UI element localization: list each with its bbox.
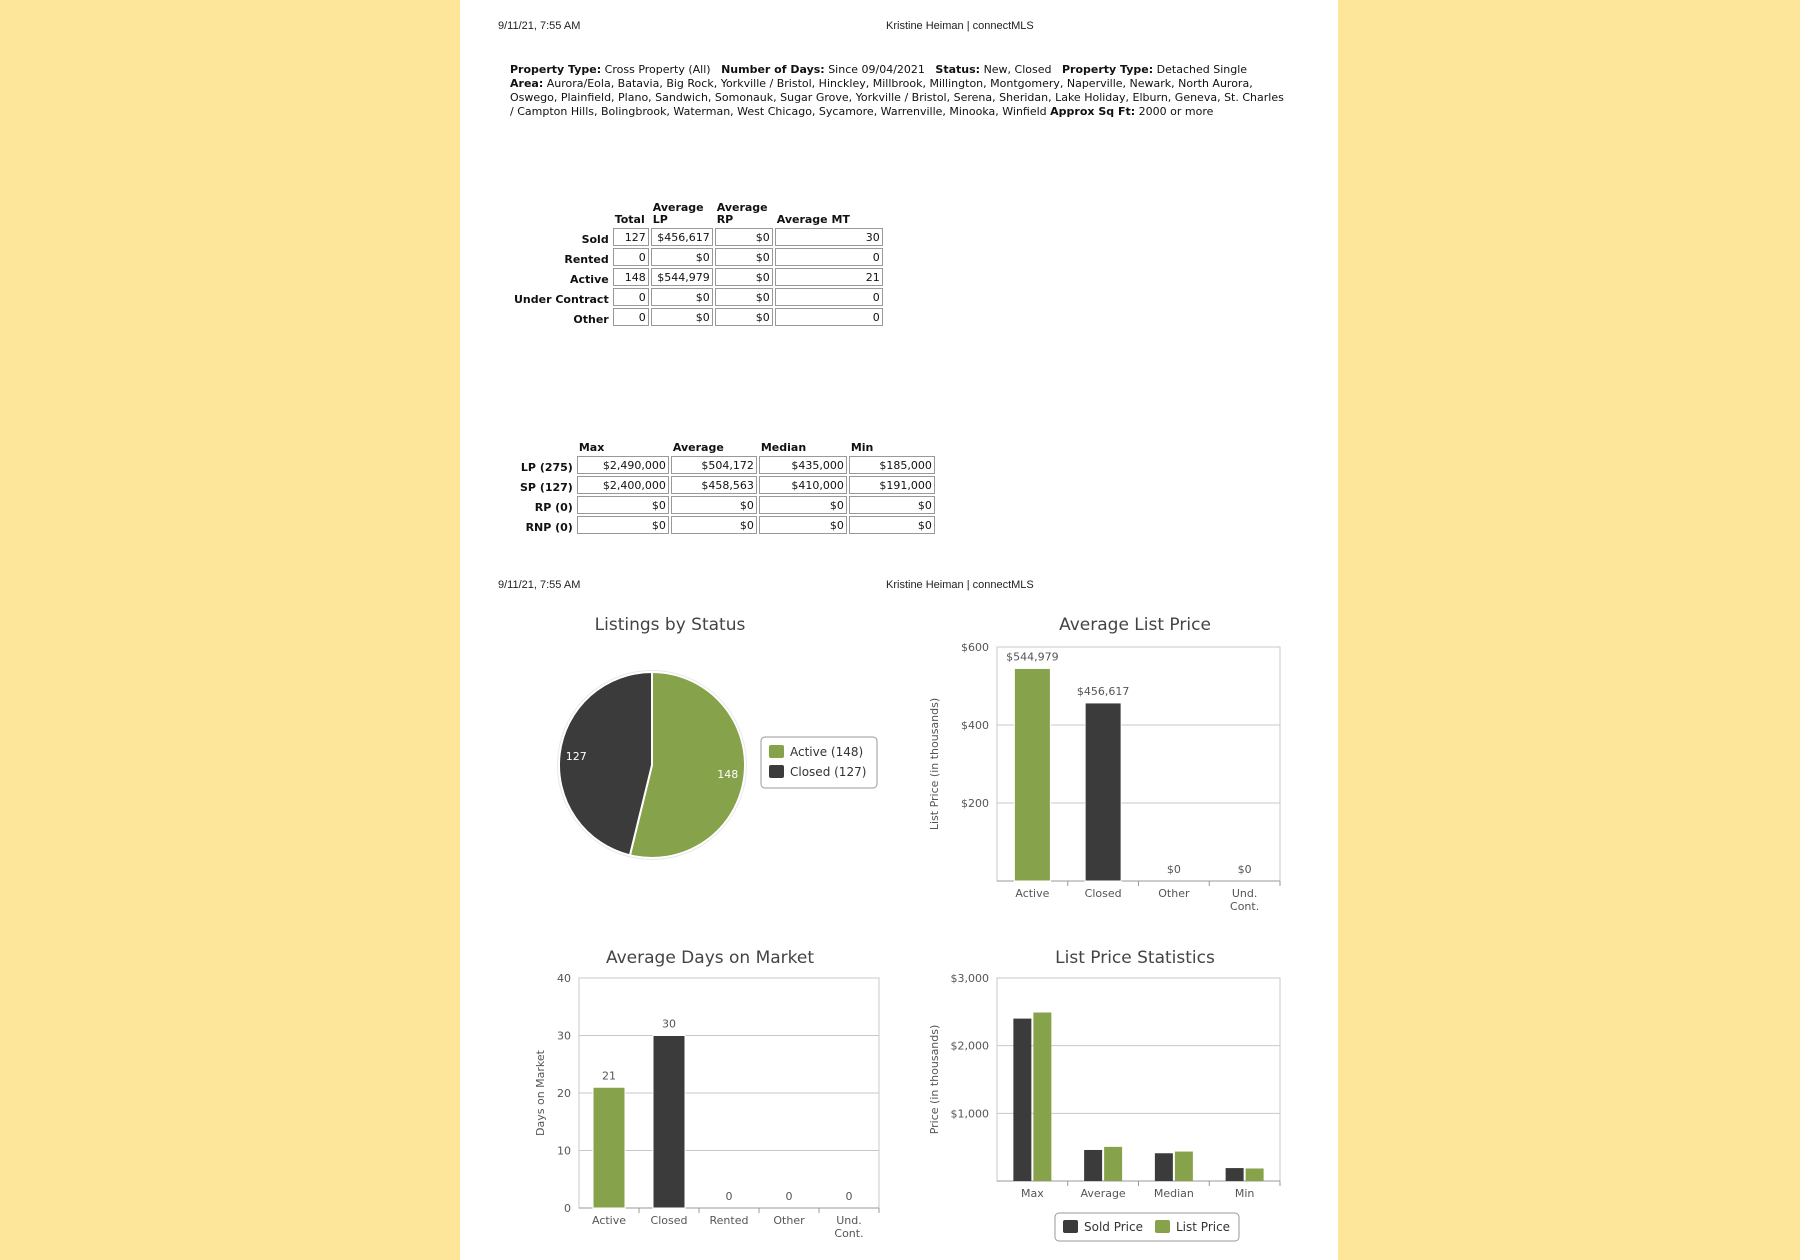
data-label: 0 <box>785 1190 793 1203</box>
x-tick-label: Closed <box>650 1214 688 1227</box>
price-header-row <box>518 442 935 454</box>
summary-cell: $0 <box>651 308 713 326</box>
property-type2-label: Property Type: <box>1062 63 1154 76</box>
data-label: 0 <box>725 1190 733 1203</box>
price-row <box>518 456 935 474</box>
chart-title: List Price Statistics <box>1055 948 1215 968</box>
y-axis-label: List Price (in thousands) <box>928 697 941 831</box>
chart-title: Average Days on Market <box>605 948 815 968</box>
summary-cell: $0 <box>715 228 773 246</box>
price-row <box>518 476 935 494</box>
summary-row <box>512 248 883 266</box>
data-label: $0 <box>1237 863 1252 876</box>
summary-row <box>512 228 883 246</box>
sqft-value: 2000 or more <box>1138 105 1214 118</box>
property-type-value: Cross Property (All) <box>604 63 711 76</box>
price-cell: $191,000 <box>849 476 935 494</box>
summary-row-label: Active <box>570 273 609 286</box>
sqft-label: Approx Sq Ft: <box>1050 105 1136 118</box>
summary-cell: $456,617 <box>651 228 713 246</box>
price-header-median: Median <box>760 441 807 454</box>
summary-cell: $0 <box>715 268 773 286</box>
legend-swatch-closed <box>769 765 784 778</box>
bar-sold-price <box>1084 1150 1102 1181</box>
data-label: 0 <box>845 1190 853 1203</box>
data-label: 30 <box>662 1017 676 1031</box>
x-tick-label: Und. Cont. <box>1230 887 1260 913</box>
summary-cell: 0 <box>613 288 649 306</box>
bar-active <box>1014 668 1050 881</box>
bar-list-price <box>1175 1152 1193 1181</box>
legend-swatch-active <box>769 745 784 758</box>
summary-row-label: Other <box>573 313 609 326</box>
property-type-label: Property Type: <box>510 63 602 76</box>
summary-row <box>512 268 883 286</box>
bar-closed <box>1085 703 1121 881</box>
summary-cell: 0 <box>775 288 883 306</box>
summary-header-row <box>512 202 883 226</box>
summary-cell: $0 <box>715 248 773 266</box>
price-row-label: LP (275) <box>520 461 573 474</box>
x-tick-label: Closed <box>1084 887 1122 900</box>
legend-label-sold-price: Sold Price <box>1084 1220 1143 1234</box>
bar-list-price <box>1033 1013 1051 1181</box>
data-label: 21 <box>602 1069 616 1083</box>
y-axis-label: Days on Market <box>534 1050 547 1136</box>
x-tick-label: Other <box>1158 887 1190 900</box>
summary-cell: 127 <box>613 228 649 246</box>
price-cell: $435,000 <box>759 456 847 474</box>
price-cell: $0 <box>671 496 757 514</box>
summary-cell: 0 <box>613 248 649 266</box>
summary-cell: $544,979 <box>651 268 713 286</box>
price-cell: $0 <box>759 516 847 534</box>
legend-label-active: Active (148) <box>790 745 864 759</box>
list-price-statistics-chart <box>910 938 1300 1253</box>
x-tick-label: Active <box>591 1214 627 1227</box>
data-label: $456,617 <box>1076 684 1130 698</box>
y-tick-label: 10 <box>557 1144 571 1158</box>
legend-label-closed: Closed (127) <box>790 765 867 779</box>
bar-sold-price <box>1013 1019 1031 1181</box>
bar-list-price <box>1104 1147 1122 1181</box>
summary-header-avg-rp: Average RP <box>716 201 768 226</box>
price-cell: $2,490,000 <box>577 456 669 474</box>
summary-row-label: Under Contract <box>514 293 609 306</box>
bar-active <box>593 1087 625 1208</box>
x-tick-label: Min <box>1234 1187 1255 1200</box>
status-label: Status: <box>935 63 981 76</box>
price-row-label: RNP (0) <box>525 521 573 534</box>
chart-title: Average List Price <box>1059 615 1211 635</box>
legend-swatch-list-price <box>1155 1220 1170 1233</box>
y-tick-label: 0 <box>564 1202 571 1215</box>
x-tick-label: Median <box>1153 1187 1194 1200</box>
report-page <box>460 0 1338 1260</box>
summary-row-label: Sold <box>581 233 609 246</box>
search-criteria <box>510 63 1290 119</box>
price-cell: $2,400,000 <box>577 476 669 494</box>
summary-header-total: Total <box>614 213 645 226</box>
price-cell: $0 <box>671 516 757 534</box>
summary-cell: 21 <box>775 268 883 286</box>
legend-label-list-price: List Price <box>1176 1220 1231 1234</box>
days-value: Since 09/04/2021 <box>828 63 925 76</box>
x-tick-label: Max <box>1021 1187 1044 1200</box>
header-agent-2: Kristine Heiman | connectMLS <box>886 579 1034 591</box>
bar-closed <box>653 1036 685 1209</box>
bar-sold-price <box>1155 1153 1173 1181</box>
price-cell: $0 <box>577 496 669 514</box>
y-tick-label: 20 <box>557 1087 571 1100</box>
summary-cell: 30 <box>775 228 883 246</box>
summary-cell: 0 <box>775 248 883 266</box>
average-list-price-chart <box>910 605 1300 915</box>
pie-label-active: 148 <box>717 768 739 782</box>
summary-cell: $0 <box>715 288 773 306</box>
y-axis-label: Price (in thousands) <box>928 1024 941 1135</box>
price-cell: $504,172 <box>671 456 757 474</box>
price-cell: $185,000 <box>849 456 935 474</box>
days-label: Number of Days: <box>721 63 825 76</box>
x-tick-label: Other <box>773 1214 805 1227</box>
summary-cell: $0 <box>715 308 773 326</box>
y-tick-label: $200 <box>961 797 989 810</box>
area-label: Area: <box>510 77 544 90</box>
legend-swatch-sold-price <box>1063 1220 1078 1233</box>
x-tick-label: Average <box>1080 1187 1126 1200</box>
x-tick-label: Rented <box>709 1214 749 1227</box>
price-row-label: RP (0) <box>534 501 573 514</box>
average-days-on-market-chart <box>520 938 890 1253</box>
y-tick-label: $1,000 <box>950 1107 989 1121</box>
y-tick-label: $3,000 <box>950 972 989 985</box>
area-value: Aurora/Eola, Batavia, Big Rock, Yorkville / Bristol, Hinckley, Millbrook, Millington, Montgomery, Naperville, Newark, North Aurora, Oswego, Plainfield, Plano, Sandwich, Somonauk, Sugar Grove, Yorkville / Bristol, Serena, Sheridan, Lake Holiday, Elburn, Geneva, St. Charles / Campton Hills, Bolingbrook, Waterman, West Chicago, Sycamore, Warrenville, Minooka, Winfield <box>510 77 1284 118</box>
pie-label-closed: 127 <box>565 749 587 763</box>
summary-header-avg-lp: Average LP <box>652 201 704 226</box>
price-cell: $0 <box>759 496 847 514</box>
bar-list-price <box>1246 1168 1264 1181</box>
price-row-label: SP (127) <box>520 481 573 494</box>
summary-cell: 0 <box>775 308 883 326</box>
summary-cell: 0 <box>613 308 649 326</box>
summary-row-label: Rented <box>564 253 609 266</box>
summary-table <box>510 200 885 328</box>
price-cell: $410,000 <box>759 476 847 494</box>
y-tick-label: 30 <box>557 1029 571 1043</box>
summary-row <box>512 308 883 326</box>
header-timestamp: 9/11/21, 7:55 AM <box>498 20 581 32</box>
price-table <box>516 440 937 536</box>
summary-cell: $0 <box>651 248 713 266</box>
data-label: $0 <box>1166 863 1181 876</box>
y-tick-label: $600 <box>961 641 989 654</box>
y-tick-label: 40 <box>557 972 571 985</box>
summary-cell: $0 <box>651 288 713 306</box>
price-cell: $0 <box>577 516 669 534</box>
header-timestamp-2: 9/11/21, 7:55 AM <box>498 579 581 591</box>
bar-sold-price <box>1226 1168 1244 1181</box>
data-label: $544,979 <box>1006 650 1059 664</box>
price-row <box>518 496 935 514</box>
price-cell: $458,563 <box>671 476 757 494</box>
chart-title: Listings by Status <box>594 615 746 635</box>
y-tick-label: $2,000 <box>950 1039 989 1053</box>
listings-by-status-chart <box>500 605 880 875</box>
y-tick-label: $400 <box>961 719 989 732</box>
price-row <box>518 516 935 534</box>
property-type2-value: Detached Single <box>1156 63 1248 76</box>
summary-cell: 148 <box>613 268 649 286</box>
header-agent: Kristine Heiman | connectMLS <box>886 20 1034 32</box>
price-header-min: Min <box>850 441 874 454</box>
price-header-max: Max <box>578 441 605 454</box>
status-value: New, Closed <box>983 63 1052 76</box>
price-cell: $0 <box>849 496 935 514</box>
x-tick-label: Und. Cont. <box>834 1214 864 1240</box>
summary-header-avg-mt: Average MT <box>776 213 850 226</box>
x-tick-label: Active <box>1015 887 1050 900</box>
price-cell: $0 <box>849 516 935 534</box>
price-header-average: Average <box>672 441 724 454</box>
summary-row <box>512 288 883 306</box>
